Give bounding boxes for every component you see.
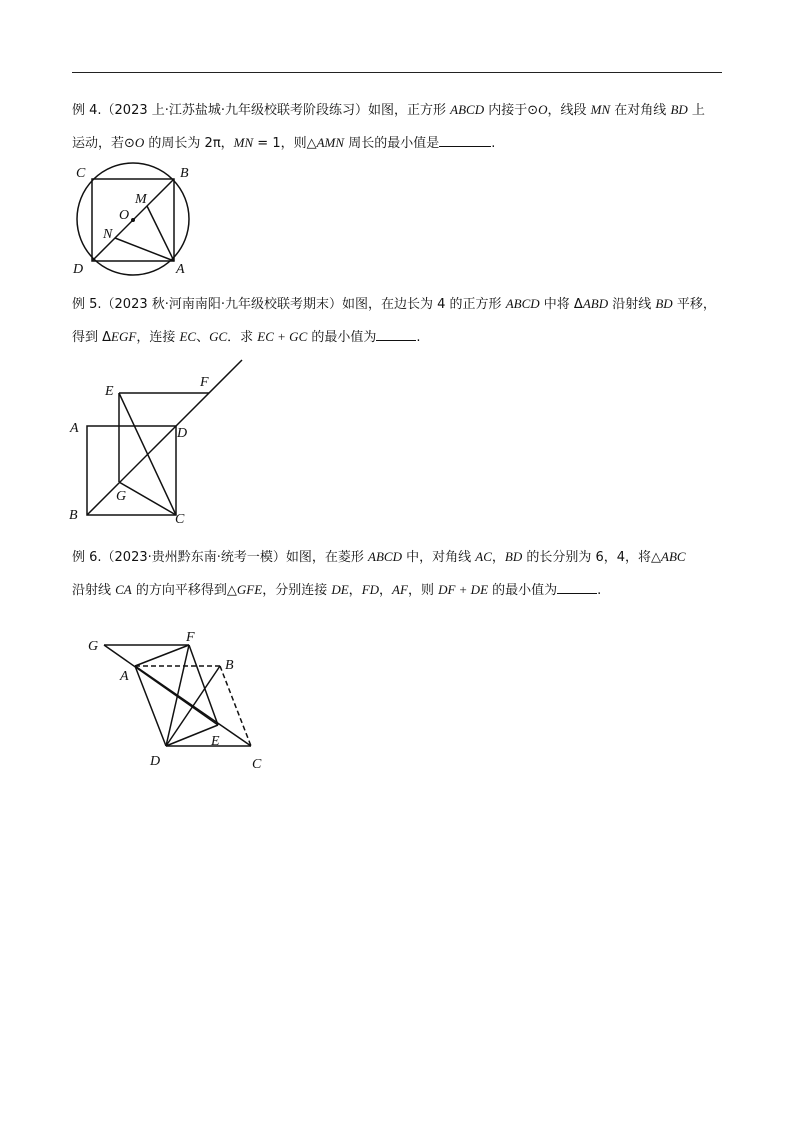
q6-label-E: E bbox=[211, 734, 220, 749]
q4-label-O: O bbox=[119, 208, 130, 223]
q6-label-D: D bbox=[150, 754, 161, 769]
q6-figure bbox=[84, 628, 284, 773]
q5-figure bbox=[66, 355, 256, 530]
q5-answer-blank bbox=[376, 327, 416, 341]
q6-answer-blank bbox=[557, 580, 597, 594]
q5-text-line2: 得到 ΔEGF，连接 EC、GC．求 EC + GC 的最小值为 . bbox=[72, 329, 421, 345]
q5-label-E: E bbox=[105, 384, 114, 399]
q5-text-line1: 例 5.（2023 秋·河南南阳·九年级校联考期末）如图，在边长为 4 的正方形 ABCD 中将 ΔABD 沿射线 BD 平移， bbox=[72, 296, 716, 312]
header-rule bbox=[72, 72, 722, 73]
q6-text-line1: 例 6.（2023·贵州黔东南·统考一模）如图，在菱形 ABCD 中，对角线 AC，BD 的长分别为 6，4，将△ABC bbox=[72, 549, 686, 565]
q4-label-N: N bbox=[103, 227, 113, 242]
q4-text-line2: 运动，若⊙O 的周长为 2π，MN = 1，则△AMN 周长的最小值是 . bbox=[72, 135, 496, 151]
q4-label-A: A bbox=[176, 262, 185, 277]
q5-label-G: G bbox=[116, 489, 127, 504]
q4-text-line1: 例 4.（2023 上·江苏盐城·九年级校联考阶段练习）如图，正方形 ABCD 内接于⊙O，线段 MN 在对角线 BD 上 bbox=[72, 102, 705, 118]
q5-label-B: B bbox=[69, 508, 78, 523]
q5-label-C: C bbox=[175, 512, 185, 527]
q4-label-D: D bbox=[73, 262, 84, 277]
q5-label-F: F bbox=[200, 375, 209, 390]
q4-label-M: M bbox=[135, 192, 147, 207]
q6-label-B: B bbox=[225, 658, 234, 673]
q4-label-C: C bbox=[76, 166, 86, 181]
q6-text-line2: 沿射线 CA 的方向平移得到△GFE，分别连接 DE，FD，AF，则 DF + DE 的最小值为 . bbox=[72, 582, 602, 598]
q4-label-B: B bbox=[180, 166, 189, 181]
q6-label-C: C bbox=[252, 757, 262, 772]
q5-label-A: A bbox=[70, 421, 79, 436]
q6-label-G: G bbox=[88, 639, 99, 654]
q4-figure bbox=[66, 160, 236, 280]
q6-label-A: A bbox=[120, 669, 129, 684]
q4-answer-blank bbox=[439, 133, 491, 147]
q6-label-F: F bbox=[186, 630, 195, 645]
q5-label-D: D bbox=[177, 426, 188, 441]
